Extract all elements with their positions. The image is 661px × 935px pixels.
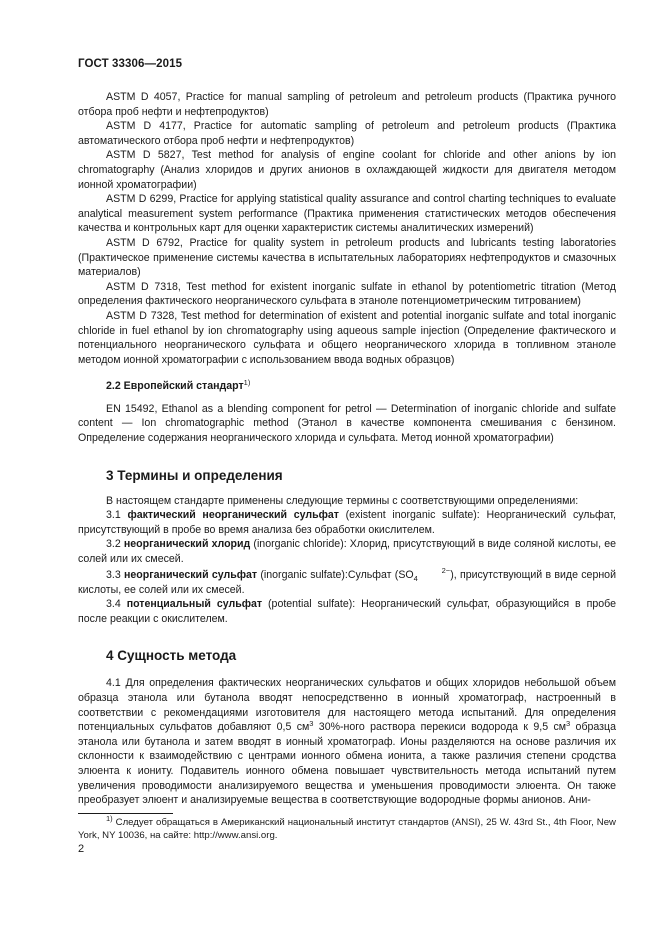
page-number: 2 <box>78 843 85 855</box>
document-header: ГОСТ 33306—2015 <box>78 58 183 70</box>
term-name: фактический неорганический сульфат <box>127 509 339 522</box>
footnote-separator <box>78 813 173 814</box>
term-3-1: 3.1 фактический неорганический сульфат (existent inorganic sulfate): Неорганический сульфат, присутствующий в пробе во время анализа без обработки окислителем. <box>78 509 616 536</box>
footnote-mark: 1) <box>106 814 113 823</box>
term-name: неорганический хлорид <box>123 538 251 551</box>
reference-astm-d5827: ASTM D 5827, Test method for analysis of engine coolant for chloride and other anions by ion chromatography (Анализ хлоридов и других анионов в охлаждающей жидкости для двигателя методом ионной хроматографии) <box>78 149 616 191</box>
document-body <box>78 90 616 808</box>
section-3-heading: 3 Термины и определения <box>106 467 283 483</box>
reference-astm-d7318: ASTM D 7318, Test method for existent inorganic sulfate in ethanol by potentiometric titration (Метод определения фактического неорганического сульфата в этаноле потенциометрическим титрованием) <box>78 280 616 308</box>
term-3-2: 3.2 неорганический хлорид (inorganic chloride): Хлорид, присутствующий в виде соляной кислоты, ее солей или их смесей. <box>78 538 616 566</box>
term-name: потенциальный сульфат <box>126 598 263 611</box>
section-4-1-paragraph: 4.1 Для определения фактических неорганических сульфатов и общих хлоридов небольшой объем образца этанола или бутанола вводят непосредственно в ионный хроматограф, настроенный в соответствии с рекомендациями изготовителя для настоящего метода испытаний. Для определения потенциальных сульфатов добавляют 0,5 $см^3$ 30%-ного раствора перекиси водорода к 9,5 $см^3$ образца этанола или бутанола и затем вводят в ионный хроматограф. Ионы разделяются на основе различия их склонности к взаимодействию с центрами ионного обмена ионита, а также различия степени сродства элюента к иониту. Подавитель ионного обмена повышает чувствительность метода испытаний путем увеличения проводимости анализируемого вещества и уменьшения проводимости элюента. Он также преобразует элюент и анализируемые вещества в соответствующие водородные формы анионов. Ани- <box>78 677 616 807</box>
footnote-marker: 1) <box>243 378 251 388</box>
term-3-3: 3.3 неорганический сульфат (inorganic sulfate):Сульфат (SO 2− 4 ), присутствующий в виде серной кислоты, ее солей или их смесей. <box>78 565 616 596</box>
reference-en-15492: EN 15492, Ethanol as a blending component for petrol — Determination of inorganic chloride and sulfate content — Ion chromatographic method (Этанол в качестве компонента смешивания с бензином. Определение содержания неорганического хлорида и сульфата. Метод ионной хроматографии) <box>78 402 616 445</box>
footnote: $^{1)}$ Следует обращаться в Американский национальный институт стандартов (ANSI), 25 W. 43rd St., 4th Floor, New York, NY 10036, на сайте: http://www.ansi.org. <box>78 814 616 841</box>
term-name: неорганический сульфат <box>124 568 258 581</box>
section-2-2-heading: 2.2 Европейский стандарт$^{1)}$ <box>106 378 251 393</box>
reference-astm-d6792: ASTM D 6792, Practice for quality system in petroleum products and lubricants testing laboratories (Практическое применение системы качества в испытательных лабораториях нефтепродуктов и смазочных материалов) <box>78 236 616 279</box>
reference-astm-d4177: ASTM D 4177, Practice for automatic sampling of petroleum and petroleum products (Практика автоматического отбора проб нефти и нефтепродуктов) <box>78 120 616 147</box>
reference-astm-d6299: ASTM D 6299, Practice for applying statistical quality assurance and control charting techniques to evaluate analytical measurement system performance (Практика применения статистических методов обеспечения качества и контрольных карт для оценки характеристик системы аналитических измерений) <box>78 193 616 235</box>
section-3-intro: В настоящем стандарте применены следующие термины с соответствующими определениями: <box>106 494 579 507</box>
reference-astm-d7328: ASTM D 7328, Test method for determination of existent and potential inorganic sulfate and total inorganic chloride in fuel ethanol by ion chromatography using aqueous sample injection (Определение фактического и потенциального неорганического сульфата и общего неорганического хлорида в топливном этаноле методом ионной хроматографии с использованием ввода водных образцов) <box>78 309 616 366</box>
term-3-4: 3.4 потенциальный сульфат (potential sulfate): Неорганический сульфат, образующийся в пробе после реакции с окислителем. <box>78 598 616 625</box>
section-4-heading: 4 Сущность метода <box>106 648 237 664</box>
sulfate-formula: SO 2− 4 <box>398 565 451 583</box>
reference-astm-d4057: ASTM D 4057, Practice for manual sampling of petroleum and petroleum products (Практика ручного отбора проб нефти и нефтепродуктов) <box>78 91 616 118</box>
